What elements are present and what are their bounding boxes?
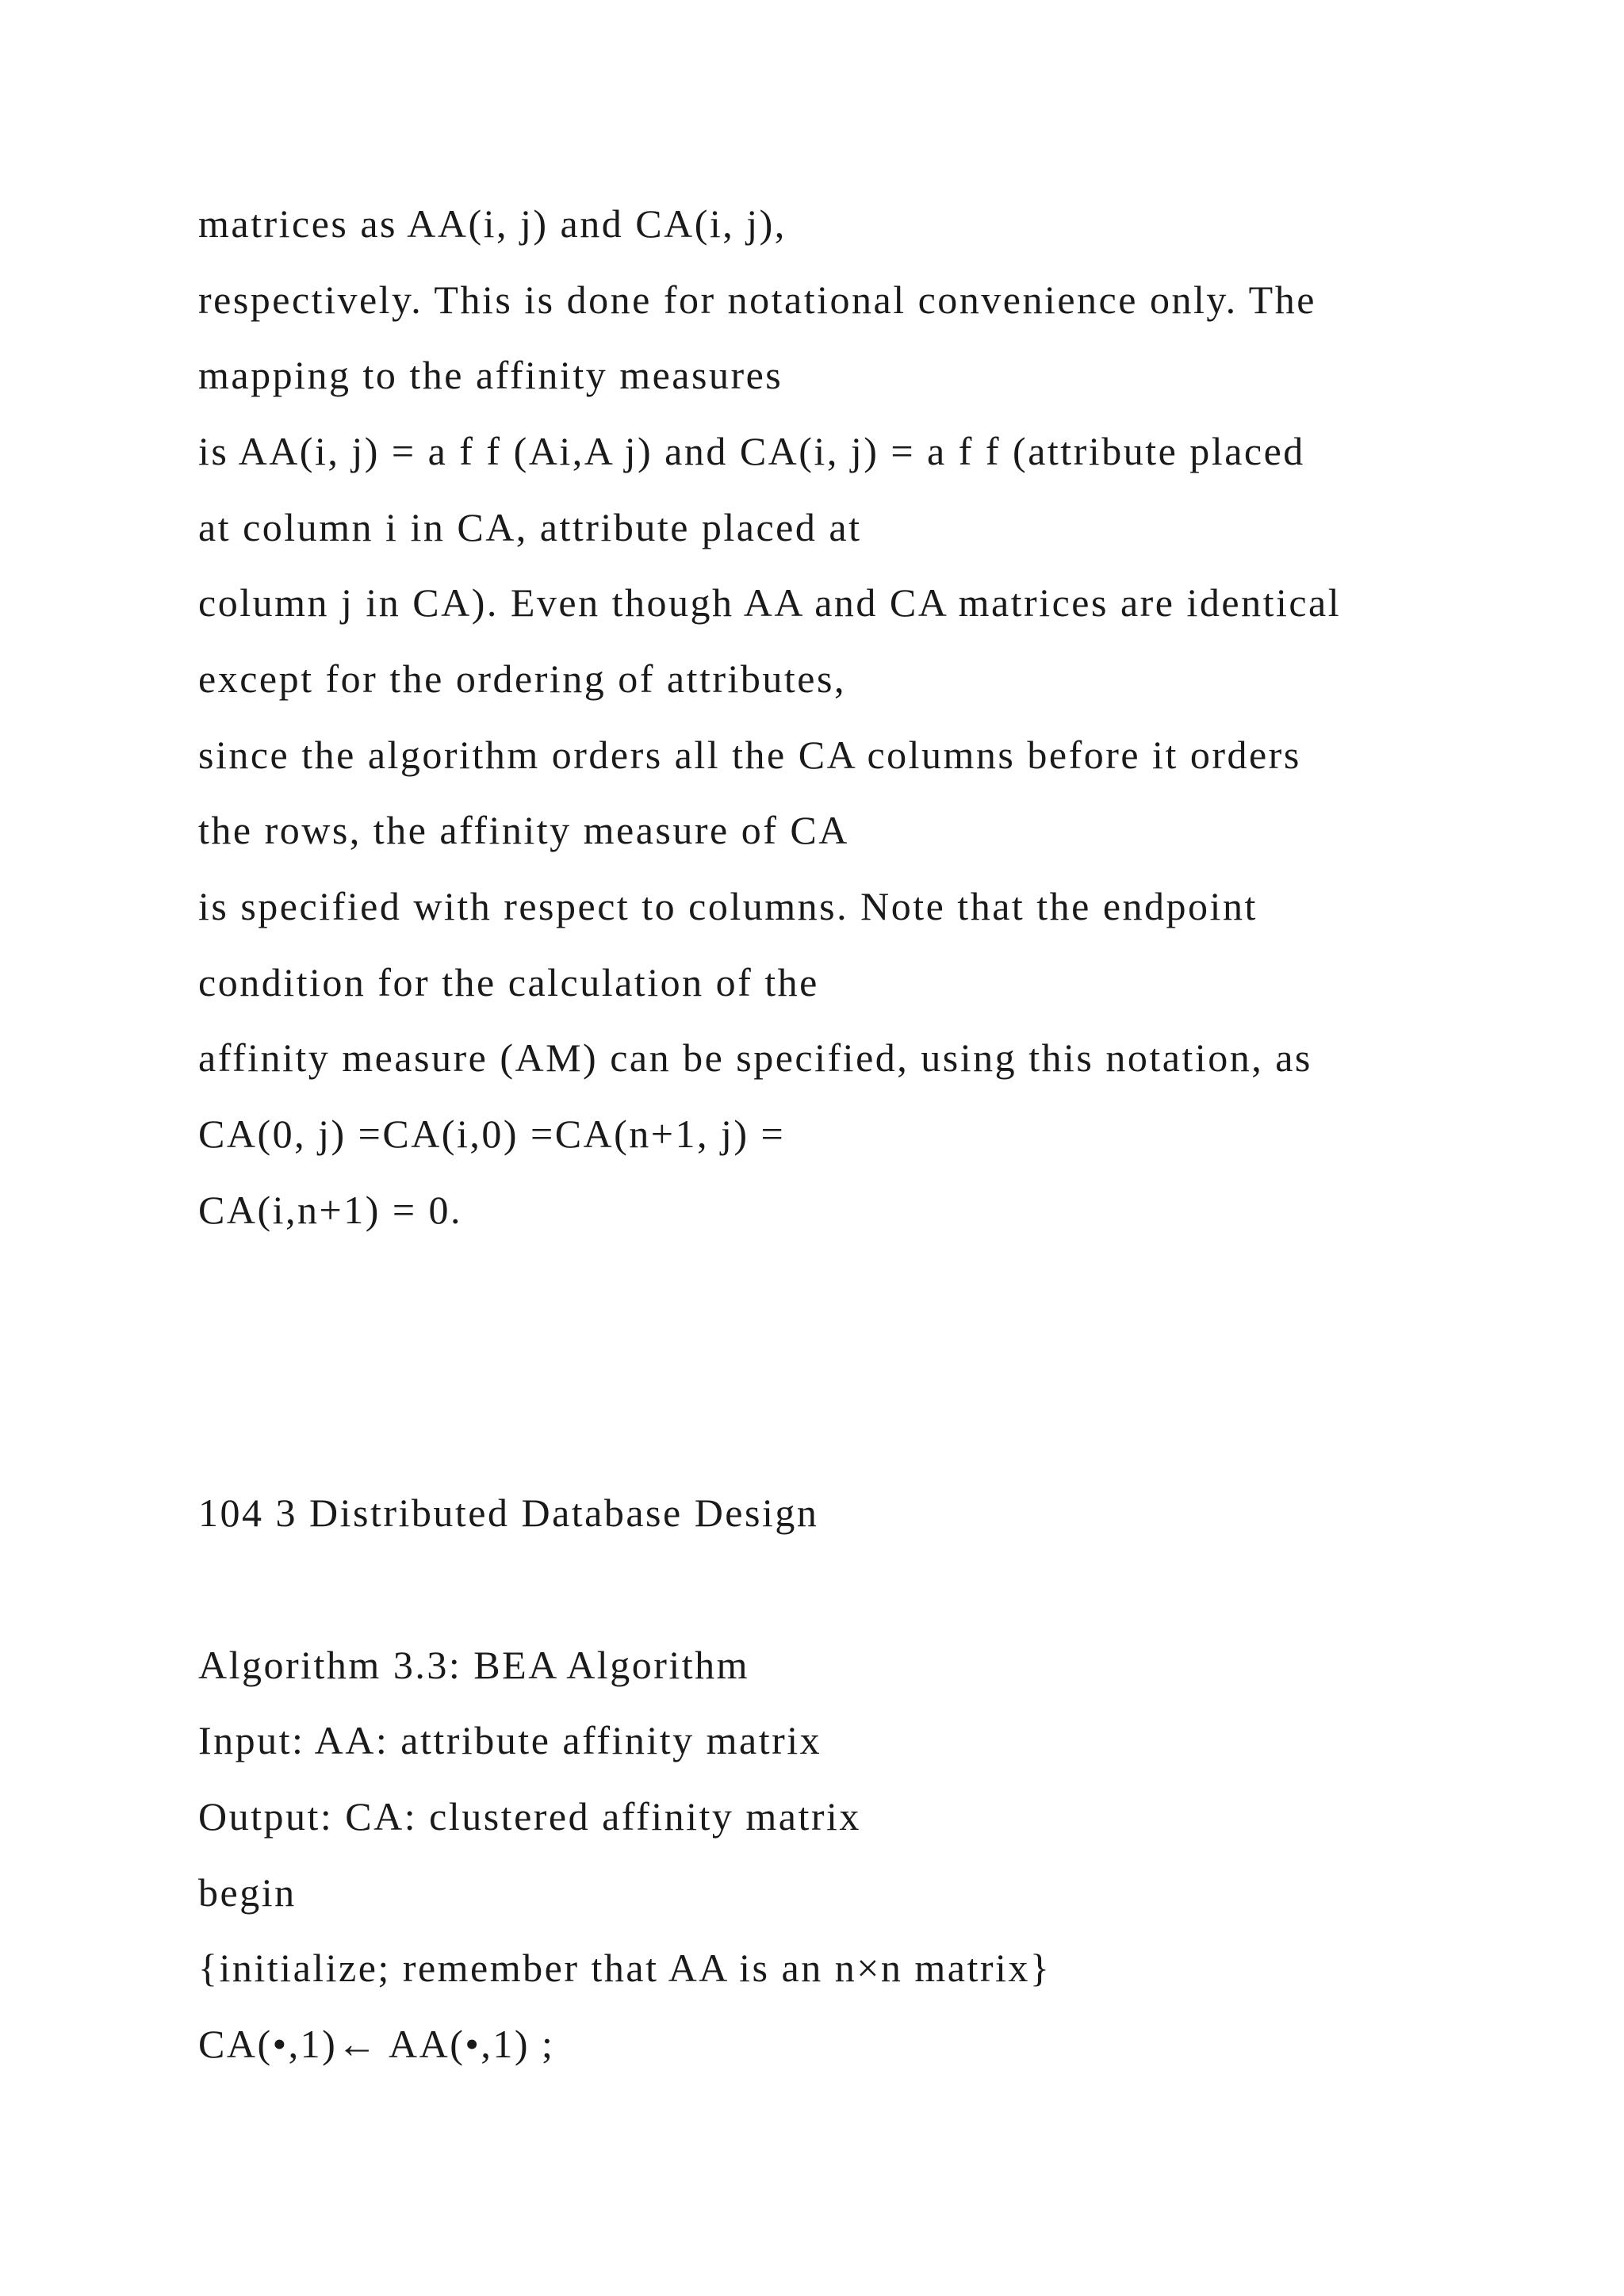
page-header: 104 3 Distributed Database Design: [198, 1490, 819, 1535]
body-line-7: except for the ordering of attributes,: [198, 656, 846, 701]
body-line-5: at column i in CA, attribute placed at: [198, 505, 862, 549]
body-line-3: mapping to the affinity measures: [198, 353, 783, 397]
algorithm-begin: begin: [198, 1870, 297, 1915]
algorithm-title: Algorithm 3.3: BEA Algorithm: [198, 1643, 750, 1687]
body-line-10: is specified with respect to columns. Note that the endpoint: [198, 884, 1258, 928]
body-line-12: affinity measure (AM) can be specified, using this notation, as: [198, 1035, 1312, 1080]
body-line-2: respectively. This is done for notational convenience only. The: [198, 277, 1316, 322]
body-line-1: matrices as AA(i, j) and CA(i, j),: [198, 201, 787, 246]
body-line-11: condition for the calculation of the: [198, 960, 819, 1004]
algorithm-input: Input: AA: attribute affinity matrix: [198, 1718, 822, 1762]
body-line-4: is AA(i, j) = a f f (Ai,A j) and CA(i, j) = a f f (attribute placed: [198, 429, 1305, 473]
body-line-14: CA(i,n+1) = 0.: [198, 1188, 463, 1232]
body-line-13: CA(0, j) =CA(i,0) =CA(n+1, j) =: [198, 1112, 786, 1156]
body-line-8: since the algorithm orders all the CA columns before it orders: [198, 733, 1301, 777]
body-line-6: column j in CA). Even though AA and CA matrices are identical: [198, 580, 1342, 625]
algorithm-comment: {initialize; remember that AA is an n×n matrix}: [198, 1946, 1051, 1990]
algorithm-step-1: CA(•,1)← AA(•,1) ;: [198, 2022, 555, 2066]
algorithm-output: Output: CA: clustered affinity matrix: [198, 1794, 861, 1839]
body-line-9: the rows, the affinity measure of CA: [198, 808, 849, 852]
